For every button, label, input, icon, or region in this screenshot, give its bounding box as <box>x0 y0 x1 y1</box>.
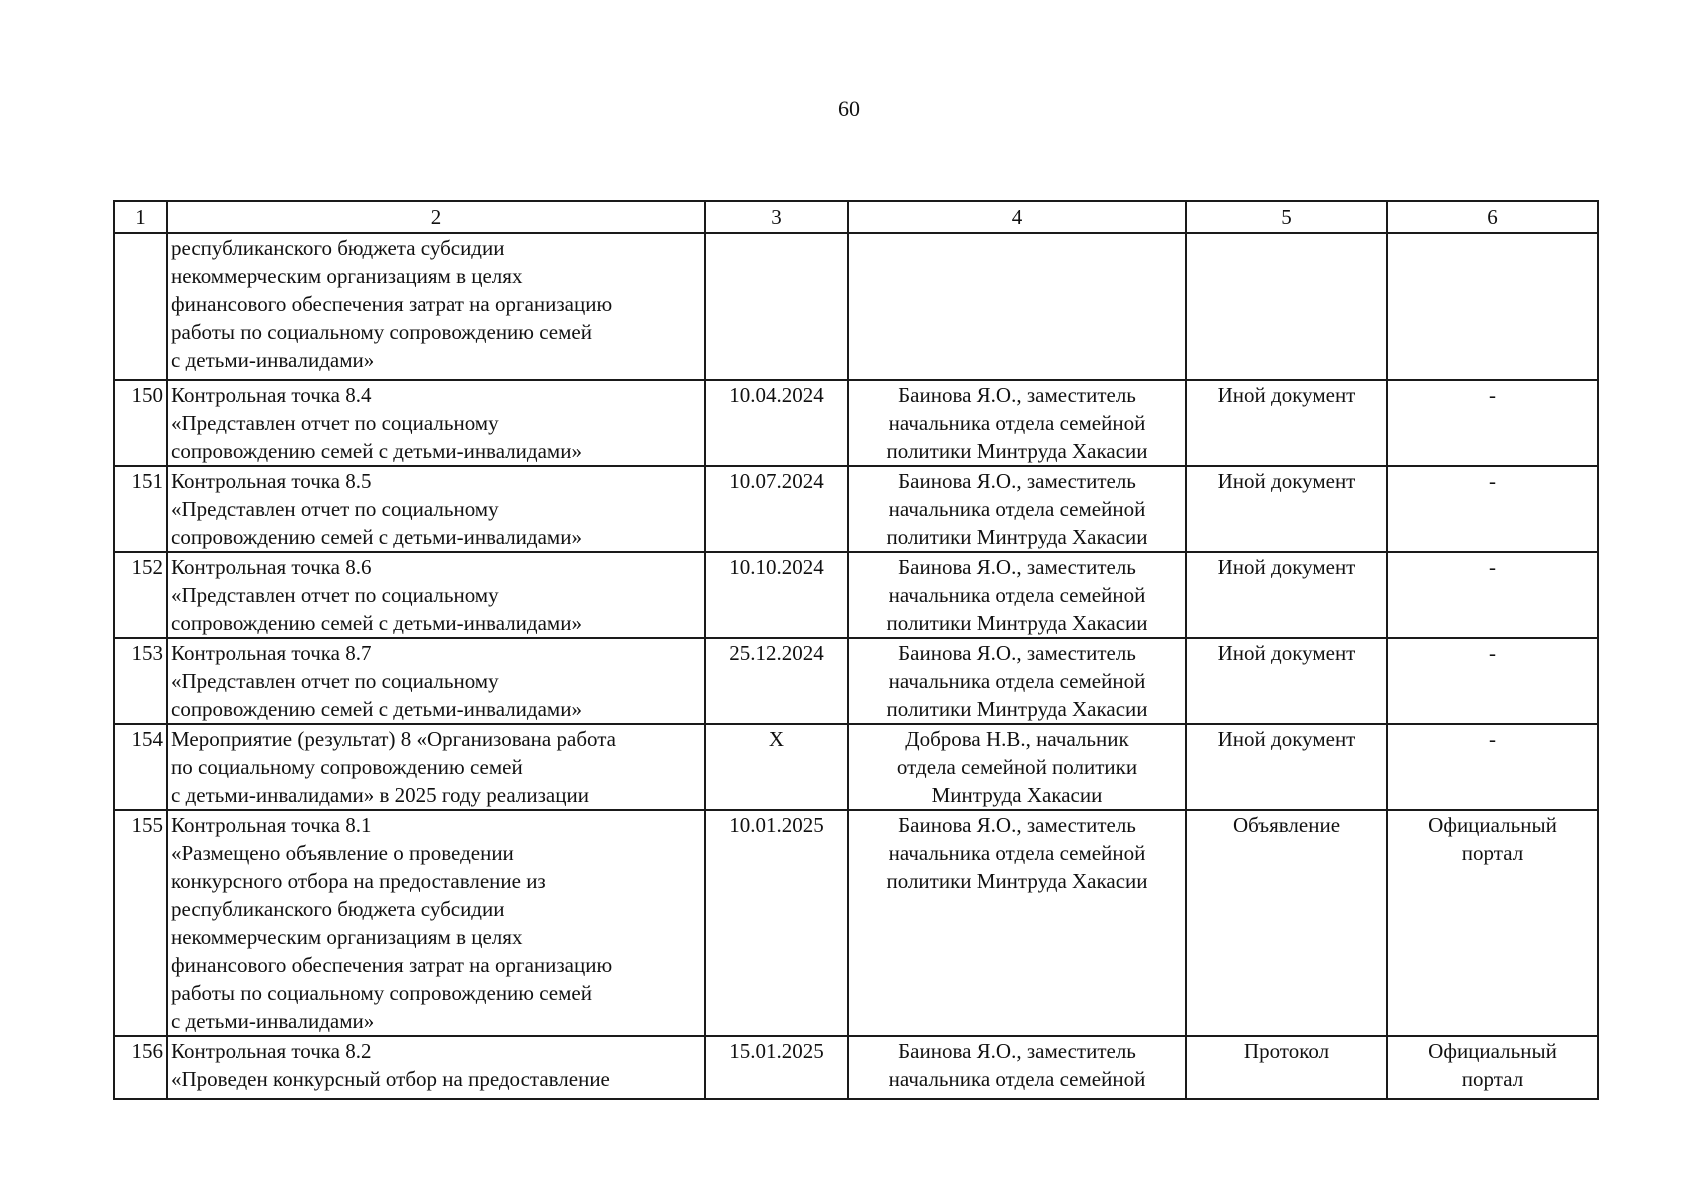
row-document-type-line: Иной документ <box>1217 727 1356 751</box>
row-info-system-line: портал <box>1461 841 1524 865</box>
row-responsible <box>848 380 1186 466</box>
row-responsible <box>848 233 1186 380</box>
table-body <box>114 233 1598 1099</box>
row-responsible-line: Баинова Я.О., заместитель <box>898 641 1136 665</box>
row-info-system <box>1387 724 1598 810</box>
row-description-line: сопровождению семей с детьми-инвалидами» <box>171 611 582 635</box>
row-document-type <box>1186 638 1387 724</box>
row-date: X <box>705 724 848 810</box>
row-number: 156 <box>114 1036 167 1099</box>
row-description-line: Контрольная точка 8.5 <box>171 469 372 493</box>
row-responsible-line: Баинова Я.О., заместитель <box>898 383 1136 407</box>
row-responsible-line: Баинова Я.О., заместитель <box>898 469 1136 493</box>
row-description-line: «Проведен конкурсный отбор на предоставление <box>171 1067 610 1091</box>
row-responsible-line: Доброва Н.В., начальник <box>905 727 1129 751</box>
row-description-line: Мероприятие (результат) 8 «Организована работа <box>171 727 616 751</box>
row-description-line: «Представлен отчет по социальному <box>171 669 499 693</box>
row-date: 15.01.2025 <box>705 1036 848 1099</box>
row-responsible-line: начальника отдела семейной <box>888 669 1146 693</box>
row-description-line: республиканского бюджета субсидии <box>171 236 505 260</box>
table-row <box>114 380 1598 466</box>
row-responsible-line: Баинова Я.О., заместитель <box>898 813 1136 837</box>
row-info-system-line: Официальный <box>1428 1039 1557 1063</box>
row-description-line: финансового обеспечения затрат на организацию <box>171 953 613 977</box>
row-document-type <box>1186 1036 1387 1099</box>
row-description-line: некоммерческим организациям в целях <box>171 925 523 949</box>
row-description-line: Контрольная точка 8.4 <box>171 383 372 407</box>
row-document-type-line: Иной документ <box>1217 555 1356 579</box>
plan-table <box>113 200 1599 1100</box>
row-responsible <box>848 638 1186 724</box>
row-document-type-line: Иной документ <box>1217 641 1356 665</box>
row-description <box>167 638 705 724</box>
row-date <box>705 233 848 380</box>
row-description <box>167 810 705 1036</box>
row-date: 10.01.2025 <box>705 810 848 1036</box>
row-number: 150 <box>114 380 167 466</box>
header-cell: 6 <box>1387 201 1598 233</box>
row-info-system-line: - <box>1489 641 1496 665</box>
row-description <box>167 1036 705 1099</box>
row-date: 10.07.2024 <box>705 466 848 552</box>
row-description <box>167 380 705 466</box>
row-responsible-line: начальника отдела семейной <box>888 497 1146 521</box>
row-info-system-line: портал <box>1461 1067 1524 1091</box>
row-document-type <box>1186 380 1387 466</box>
row-number: 151 <box>114 466 167 552</box>
row-responsible <box>848 810 1186 1036</box>
header-cell: 1 <box>114 201 167 233</box>
row-description-line: по социальному сопровождению семей <box>171 755 523 779</box>
table-row <box>114 466 1598 552</box>
row-info-system-line: - <box>1489 727 1496 751</box>
row-info-system <box>1387 466 1598 552</box>
row-info-system <box>1387 810 1598 1036</box>
row-date: 10.10.2024 <box>705 552 848 638</box>
row-responsible-line: отдела семейной политики <box>896 755 1138 779</box>
row-description <box>167 233 705 380</box>
row-description <box>167 466 705 552</box>
row-description-line: Контрольная точка 8.2 <box>171 1039 372 1063</box>
header-cell: 3 <box>705 201 848 233</box>
row-responsible <box>848 466 1186 552</box>
row-responsible-line: политики Минтруда Хакасии <box>886 869 1148 893</box>
row-document-type-line: Протокол <box>1243 1039 1330 1063</box>
row-responsible-line: Баинова Я.О., заместитель <box>898 1039 1136 1063</box>
row-description-line: Контрольная точка 8.1 <box>171 813 372 837</box>
row-description <box>167 724 705 810</box>
header-row <box>114 201 1598 233</box>
row-info-system <box>1387 1036 1598 1099</box>
row-responsible-line: политики Минтруда Хакасии <box>886 697 1148 721</box>
row-date: 25.12.2024 <box>705 638 848 724</box>
row-responsible <box>848 724 1186 810</box>
row-description-line: Контрольная точка 8.6 <box>171 555 372 579</box>
row-document-type <box>1186 552 1387 638</box>
header-cell: 4 <box>848 201 1186 233</box>
row-responsible-line: Баинова Я.О., заместитель <box>898 555 1136 579</box>
row-info-system <box>1387 638 1598 724</box>
row-date: 10.04.2024 <box>705 380 848 466</box>
row-description-line: «Размещено объявление о проведении <box>171 841 514 865</box>
row-description-line: Контрольная точка 8.7 <box>171 641 372 665</box>
row-document-type-line: Иной документ <box>1217 469 1356 493</box>
row-responsible-line: начальника отдела семейной <box>888 1067 1146 1091</box>
row-description-line: сопровождению семей с детьми-инвалидами» <box>171 439 582 463</box>
table-row <box>114 1036 1598 1099</box>
row-description-line: «Представлен отчет по социальному <box>171 497 499 521</box>
row-info-system-line: - <box>1489 469 1496 493</box>
row-responsible-line: политики Минтруда Хакасии <box>886 525 1148 549</box>
row-description-line: с детьми-инвалидами» <box>171 348 375 372</box>
row-description-line: финансового обеспечения затрат на организацию <box>171 292 613 316</box>
row-document-type-line: Иной документ <box>1217 383 1356 407</box>
row-description-line: работы по социальному сопровождению семей <box>171 320 592 344</box>
row-description-line: некоммерческим организациям в целях <box>171 264 523 288</box>
row-description-line: «Представлен отчет по социальному <box>171 411 499 435</box>
row-description-line: работы по социальному сопровождению семей <box>171 981 592 1005</box>
row-responsible-line: политики Минтруда Хакасии <box>886 439 1148 463</box>
row-number: 153 <box>114 638 167 724</box>
table-row <box>114 638 1598 724</box>
header-cell: 2 <box>167 201 705 233</box>
row-info-system <box>1387 552 1598 638</box>
table-row <box>114 810 1598 1036</box>
row-document-type-line: Объявление <box>1232 813 1341 837</box>
page-number: 60 <box>838 96 860 121</box>
row-description-line: с детьми-инвалидами» в 2025 году реализации <box>171 783 589 807</box>
row-number: 154 <box>114 724 167 810</box>
row-description-line: конкурсного отбора на предоставление из <box>171 869 546 893</box>
row-responsible-line: политики Минтруда Хакасии <box>886 611 1148 635</box>
row-document-type <box>1186 724 1387 810</box>
row-info-system-line: - <box>1489 383 1496 407</box>
row-number: 155 <box>114 810 167 1036</box>
table-row <box>114 552 1598 638</box>
table-row <box>114 724 1598 810</box>
row-info-system-line: Официальный <box>1428 813 1557 837</box>
row-description-line: с детьми-инвалидами» <box>171 1009 375 1033</box>
row-responsible-line: начальника отдела семейной <box>888 583 1146 607</box>
row-description-line: сопровождению семей с детьми-инвалидами» <box>171 697 582 721</box>
header-cell: 5 <box>1186 201 1387 233</box>
row-number <box>114 233 167 380</box>
row-description-line: республиканского бюджета субсидии <box>171 897 505 921</box>
table-row <box>114 233 1598 380</box>
row-info-system <box>1387 233 1598 380</box>
row-description-line: «Представлен отчет по социальному <box>171 583 499 607</box>
row-number: 152 <box>114 552 167 638</box>
row-responsible <box>848 1036 1186 1099</box>
row-document-type <box>1186 466 1387 552</box>
row-responsible-line: Минтруда Хакасии <box>931 783 1103 807</box>
row-responsible-line: начальника отдела семейной <box>888 411 1146 435</box>
row-info-system-line: - <box>1489 555 1496 579</box>
row-description <box>167 552 705 638</box>
row-responsible-line: начальника отдела семейной <box>888 841 1146 865</box>
row-description-line: сопровождению семей с детьми-инвалидами» <box>171 525 582 549</box>
row-responsible <box>848 552 1186 638</box>
row-info-system <box>1387 380 1598 466</box>
row-document-type <box>1186 233 1387 380</box>
row-document-type <box>1186 810 1387 1036</box>
